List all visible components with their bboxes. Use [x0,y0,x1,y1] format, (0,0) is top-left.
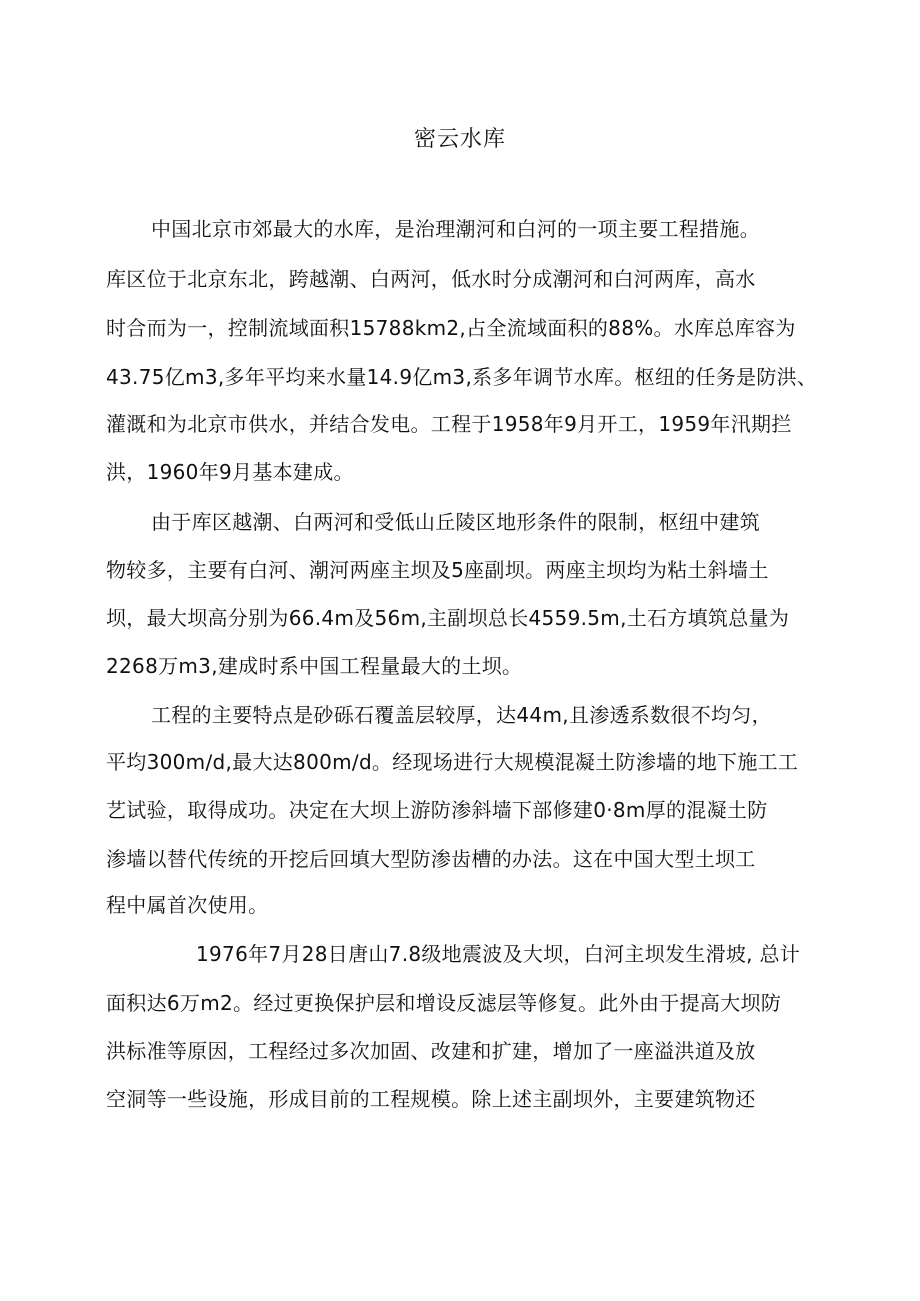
text-line: 平均300m∕d,最大达800m∕d。经现场进行大规模混凝土防渗墙的地下施工工 [106,750,799,774]
text-line: 空洞等一些设施，形成目前的工程规模。除上述主副坝外，主要建筑物还 [106,1087,756,1111]
text-line: 坝，最大坝高分别为66.4m及56m,主副坝总长4559.5m,土石方填筑总量为 [106,606,790,630]
text-line: 艺试验，取得成功。决定在大坝上游防渗斜墙下部修建0·8m厚的混凝土防 [106,798,768,822]
text-line: 程中属首次使用。 [106,893,269,917]
text-line: 中国北京市郊最大的水库，是治理潮河和白河的一项主要工程措施。 [151,217,760,241]
text-line: 洪标准等原因，工程经过多次加固、改建和扩建，增加了一座溢洪道及放 [106,1039,756,1063]
text-line: 灌溉和为北京市供水，并结合发电。工程于1958年9月开工，1959年汛期拦 [106,412,792,436]
text-line: 库区位于北京东北，跨越潮、白两河，低水时分成潮河和白河两库，高水 [106,267,756,291]
text-line: 由于库区越潮、白两河和受低山丘陵区地形条件的限制，枢纽中建筑 [151,510,760,534]
page-title: 密云水库 [413,127,506,152]
text-line: 物较多，主要有白河、潮河两座主坝及5座副坝。两座主坝均为粘土斜墙土 [106,558,769,582]
text-line: 43.75亿m3,多年平均来水量14.9亿m3,系多年调节水库。枢纽的任务是防洪、 [106,365,818,389]
text-line: 洪，1960年9月基本建成。 [106,460,354,484]
text-line: 时合而为一，控制流域面积15788km2,占全流域面积的88%。水库总库容为 [106,316,796,340]
text-line: 面积达6万m2。经过更换保护层和增设反滤层等修复。此外由于提高大坝防 [106,991,782,1015]
text-line: 1976年7月28日唐山7.8级地震波及大坝，白河主坝发生滑坡, 总计 [196,942,801,966]
text-line: 2268万m3,建成时系中国工程量最大的土坝。 [106,654,523,678]
text-line: 渗墙以替代传统的开挖后回填大型防渗齿槽的办法。这在中国大型土坝工 [106,847,756,871]
text-line: 工程的主要特点是砂砾石覆盖层较厚，达44m,且渗透系数很不均匀， [151,703,772,727]
